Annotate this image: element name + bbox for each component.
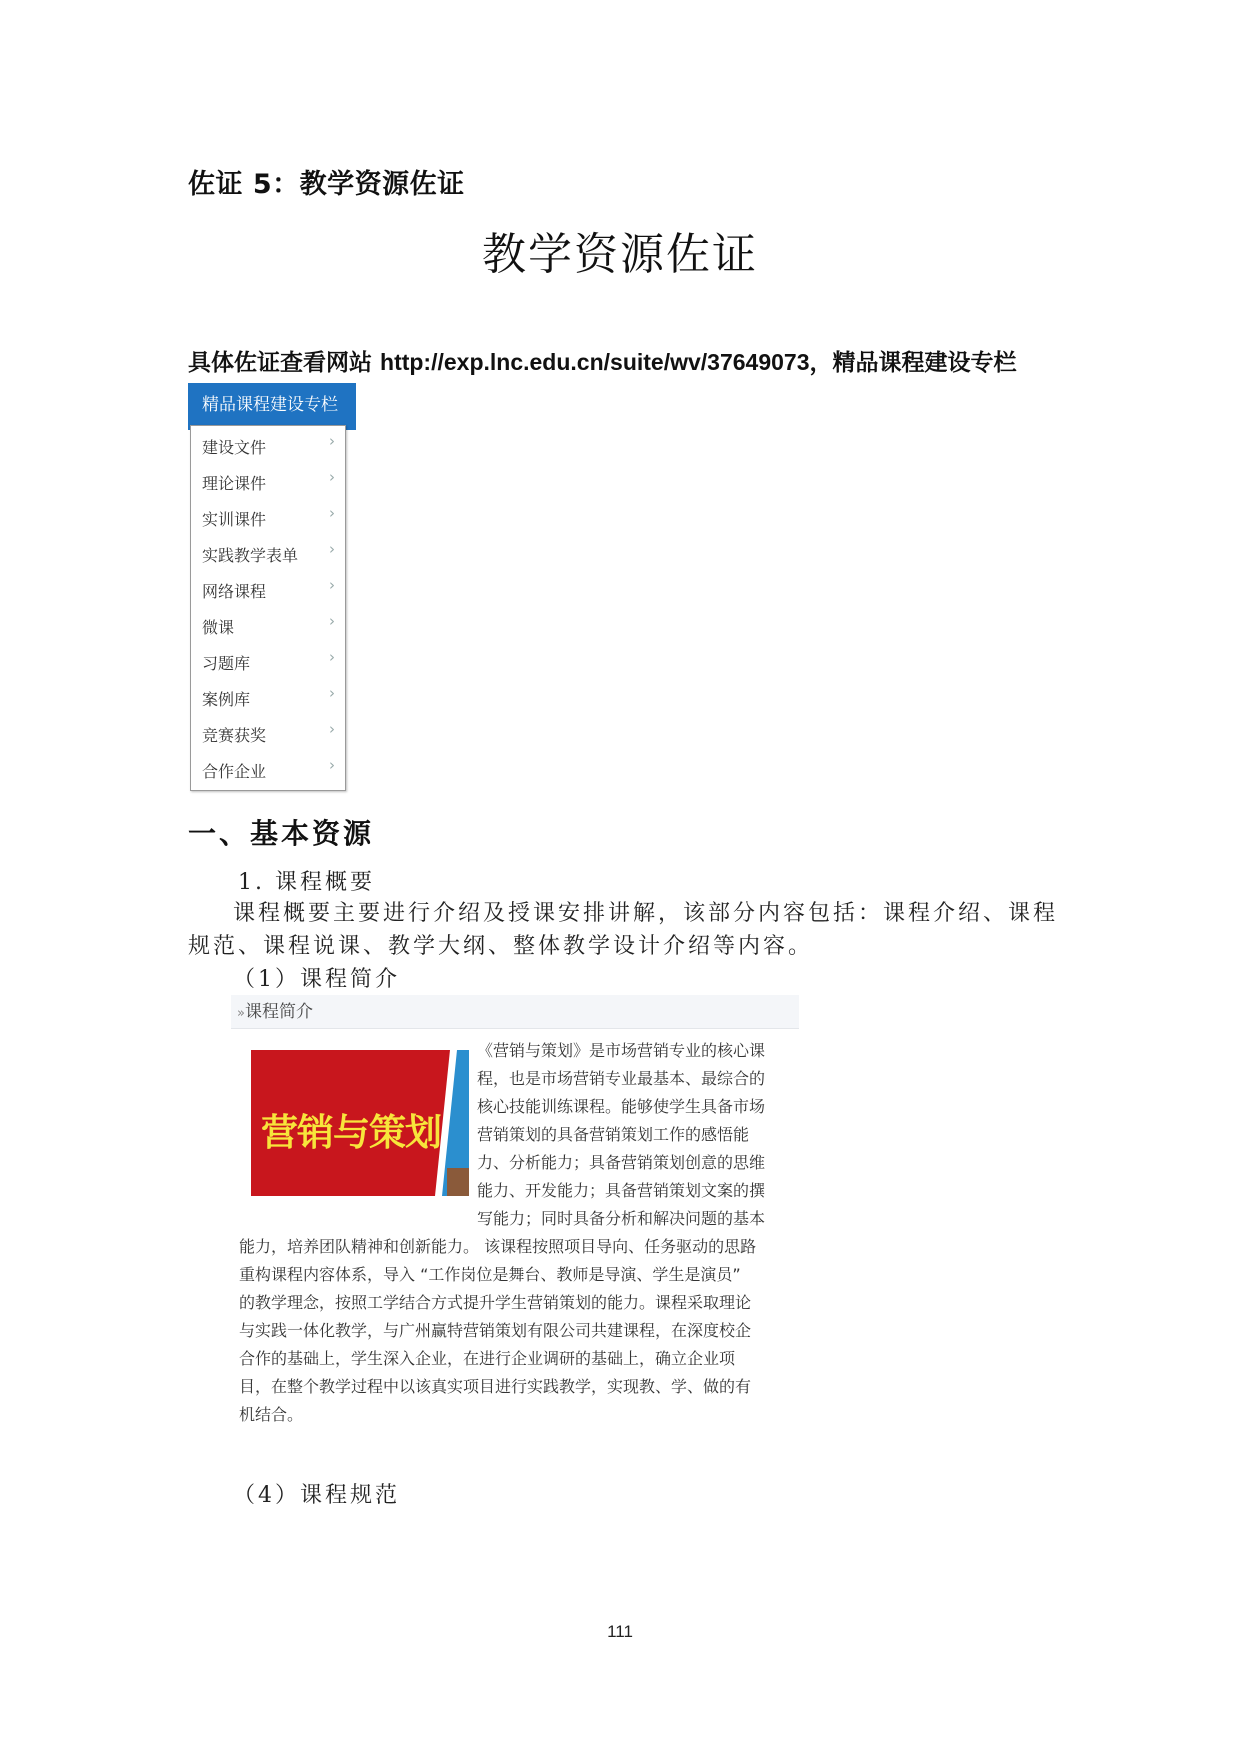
chevron-right-icon: › <box>329 540 335 558</box>
menu-item-label: 微课 <box>202 618 235 637</box>
intro-text-line: 力、分析能力；具备营销策划创意的思维 <box>477 1153 766 1172</box>
course-norm-heading: （4）课程规范 <box>233 1483 400 1508</box>
evidence-label: 佐证 5：教学资源佐证 <box>188 169 465 200</box>
course-poster-image <box>251 1050 469 1196</box>
intro-text-line: 核心技能训练课程。能够使学生具备市场 <box>477 1097 766 1116</box>
chevron-right-icon: › <box>329 468 335 486</box>
intro-text-line: 《营销与策划》是市场营销专业的核心课 <box>477 1041 766 1060</box>
menu-item-case-bank[interactable] <box>191 680 345 716</box>
course-intro-heading: （1）课程简介 <box>233 967 400 992</box>
paragraph-line: 规范、课程说课、教学大纲、整体教学设计介绍等内容。 <box>188 934 814 959</box>
menu-item-construction-docs[interactable] <box>191 428 345 464</box>
chevron-right-icon: › <box>329 684 335 702</box>
menu-item-label: 习题库 <box>202 654 251 673</box>
double-chevron-right-icon: » <box>237 1006 245 1021</box>
page-title: 教学资源佐证 <box>482 229 758 280</box>
menu-item-label: 网络课程 <box>202 582 267 601</box>
menu-item-awards[interactable] <box>191 716 345 752</box>
menu-title[interactable]: 精品课程建设专栏 <box>188 383 356 430</box>
evidence-link-line <box>188 344 1017 377</box>
menu-item-label: 建设文件 <box>202 438 267 457</box>
page-number: 111 <box>607 1622 633 1641</box>
intro-text-line: 营销策划的具备营销策划工作的感悟能 <box>477 1125 750 1144</box>
intro-text-line: 能力、开发能力；具备营销策划文案的撰 <box>477 1181 766 1200</box>
chevron-right-icon: › <box>329 576 335 594</box>
intro-text-line: 的教学理念，按照工学结合方式提升学生营销策划的能力。课程采取理论 <box>239 1293 752 1312</box>
link-prefix: 具体佐证查看网站 <box>188 350 381 376</box>
course-menu-screenshot <box>188 383 356 791</box>
menu-item-online-course[interactable] <box>191 572 345 608</box>
menu-item-label: 竞赛获奖 <box>202 726 267 745</box>
menu-item-label: 实训课件 <box>202 510 267 529</box>
course-intro-screenshot <box>231 995 799 1435</box>
menu-item-exercise-bank[interactable] <box>191 644 345 680</box>
chevron-right-icon: › <box>329 756 335 774</box>
intro-text-line: 机结合。 <box>239 1405 304 1424</box>
evidence-url[interactable]: http://exp.lnc.edu.cn/suite/wv/37649073 <box>380 349 810 375</box>
chevron-right-icon: › <box>329 720 335 738</box>
menu-item-partner-companies[interactable] <box>191 752 345 788</box>
intro-header-label: 课程简介 <box>244 1002 313 1022</box>
intro-text-line: 与实践一体化教学，与广州赢特营销策划有限公司共建课程，在深度校企 <box>239 1321 752 1340</box>
intro-text-line: 合作的基础上，学生深入企业，在进行企业调研的基础上，确立企业项 <box>239 1349 736 1368</box>
menu-item-training-slides[interactable] <box>191 500 345 536</box>
subsection-heading: 1. 课程概要 <box>238 870 375 895</box>
poster-title: 营销与策划 <box>261 1111 441 1154</box>
menu-item-label: 合作企业 <box>202 762 267 781</box>
intro-text-right <box>477 1037 781 1233</box>
intro-text-bottom <box>239 1233 781 1429</box>
menu-item-practice-forms[interactable] <box>191 536 345 572</box>
paragraph-line: 课程概要主要进行介绍及授课安排讲解，该部分内容包括：课程介绍、课程 <box>233 901 1059 926</box>
menu-item-label: 理论课件 <box>202 474 267 493</box>
intro-text-line: 重构课程内容体系，导入 “工作岗位是舞台、教师是导演、学生是演员” <box>239 1265 741 1284</box>
chevron-right-icon: › <box>329 504 335 522</box>
intro-text-line: 目，在整个教学过程中以该真实项目进行实践教学，实现教、学、做的有 <box>239 1377 752 1396</box>
menu-item-label: 实践教学表单 <box>202 546 299 565</box>
section-title: 一、基本资源 <box>188 817 375 850</box>
link-suffix: ，精品课程建设专栏 <box>809 350 1017 376</box>
menu-list <box>190 425 346 791</box>
intro-text-line: 程，也是市场营销专业最基本、最综合的 <box>477 1069 766 1088</box>
menu-item-label: 案例库 <box>202 690 251 709</box>
intro-text-line: 写能力；同时具备分析和解决问题的基本 <box>477 1209 766 1228</box>
menu-item-theory-slides[interactable] <box>191 464 345 500</box>
chevron-right-icon: › <box>329 648 335 666</box>
intro-header <box>231 995 799 1029</box>
chevron-right-icon: › <box>329 432 335 450</box>
menu-item-micro-lesson[interactable] <box>191 608 345 644</box>
intro-text-line: 能力，培养团队精神和创新能力。 该课程按照项目导向、任务驱动的思路 <box>239 1237 757 1256</box>
chevron-right-icon: › <box>329 612 335 630</box>
